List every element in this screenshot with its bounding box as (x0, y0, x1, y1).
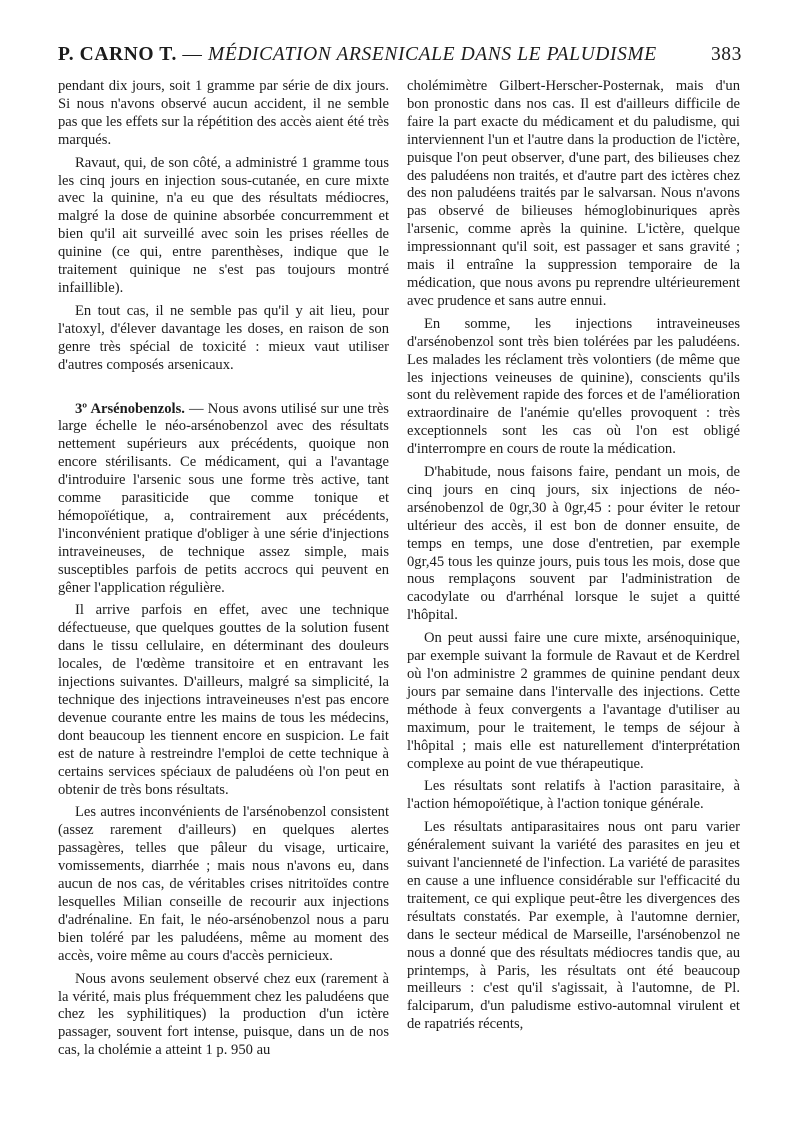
header-author: P. CARNO T. (58, 44, 177, 65)
page-number: 383 (710, 44, 742, 65)
section-heading: 3º Arsénobenzols. (75, 400, 185, 417)
paragraph: Ravaut, qui, de son côté, a administré 1 gramme tous les cinq jours en injection sous-cutanée, en cure mixte avec la quinine, n'a eu que des résultats médiocres, malgré la dose de quinine absorbée concurremment et bien qu'il ait surveillé avec soin les prises réelles de quinine (ce qui, entre parenthèses, indique que le traitement quinique ne s'est pas toujours montré infaillible). (58, 154, 389, 296)
paragraph: En somme, les injections intraveineuses d'arsénobenzol sont très bien tolérées par les paludéens. Les malades les réclament très volontiers (de même que les injections veineuses de quinine), conscients qu'ils sont du relèvement rapide des forces et de l'amélioration extraordinaire de l'anémie qu'elles provoquent : très exceptionnels sont les cas où l'on est obligé d'interrompre en cours de route la médication. (407, 315, 740, 458)
section-text: — Nous avons utilisé sur une très large échelle le néo-arsénobenzol avec des résultats nettement supérieurs aux précédents, quoique non encore stérilisants. Ce médicament, qui a l'avantage d'introduire l'arsenic sous une forme très active, tant comme parasiticide que comme tonique et hémopoïétique, a, contrairement aux précédents, l'inconvénient pratique d'obliger à une série d'injections intraveineuses, de technique assez simple, mais susceptibles parfois de petits accrocs qui peuvent en gêner l'application régulière. (58, 400, 389, 596)
paragraph: Il arrive parfois en effet, avec une technique défectueuse, que quelques gouttes de la solution fusent dans le tissu cellulaire, en déterminant des douleurs locales, de l'œdème transitoire et en entravant les injections suivantes. D'ailleurs, malgré sa simplicité, la technique des injections intraveineuses n'est pas encore devenue courante entre les mains de tous les médecins, dont beaucoup les tiennent encore en suspicion. Le fait est de nature à restreindre l'emploi de cette technique à certains services spéciaux de paludéens où l'on peut en obtenir de très bons résultats. (58, 602, 389, 798)
paragraph: Les résultats antiparasitaires nous ont paru varier généralement suivant la variété des parasites en jeu et suivant l'ancienneté de l'infection. La variété de parasites en cause a une influence considérable sur l'efficacité du traitement, ce qui explique peut-être les divergences des résultats constatés. Par exemple, à l'automne dernier, dans le secteur médical de Marseille, l'arsénobenzol ne nous a donné que des résultats médiocres tandis que, au printemps, à Paris, les résultats ont été beaucoup meilleurs : c'est qu'il s'agissait, à l'automne, de Pl. falciparum, d'un paludisme estivo-automnal virulent et de rapatriés récents, (407, 819, 740, 1033)
paragraph: Nous avons seulement observé chez eux (rarement à la vérité, mais plus fréquemment chez les paludéens que chez les syphilitiques) la production d'un ictère passager, souvent fort intense, puisque, dans un de nos cas, la cholémie a atteint 1 p. 950 au (58, 970, 389, 1059)
paragraph: pendant dix jours, soit 1 gramme par série de dix jours. Si nous n'avons observé aucun accident, il ne semble pas que les effets sur la répétition des accès aient été très marqués. (58, 78, 389, 148)
paragraph: On peut aussi faire une cure mixte, arsénoquinique, par exemple suivant la formule de Ravaut et de Kerdrel où l'on administre 2 grammes de quinine pendant deux jours par semaine dans l'intervalle des injections. Cette méthode à feux convergents a l'avantage d'utiliser au maximum, pour le traitement, le temps de séjour à l'hôpital ; mais elle est naturellement d'interprétation complexe au point de vue thérapeutique. (407, 630, 740, 772)
section-paragraph (58, 401, 389, 598)
paragraph: Les résultats sont relatifs à l'action parasitaire, à l'action hémopoïétique, à l'action tonique générale. (407, 778, 740, 813)
running-header (58, 44, 742, 74)
paragraph: cholémimètre Gilbert-Herscher-Posternak, mais d'un bon pronostic dans nos cas. Il est d'ailleurs difficile de faire la part exacte du médicament et du paludisme, qui interviennent l'un et l'autre dans la production de l'ictère, puisque l'on peut observer, d'une part, des bilieuses chez des paludéens non traités, et d'autre part des ictères chez des non paludéens traités par le salvarsan. Nous n'avons pas observé de bilieuses hémoglobinuriques après l'arsenic, comme après la quinine. L'ictère, quelque impressionnant qu'il soit, est passager et sans gravité ; mais il entraîne la suppression temporaire de la médication, que nous avons pu reprendre ultérieurement avec prudence et sans autre ennui. (407, 78, 740, 309)
paragraph: En tout cas, il ne semble pas qu'il y ait lieu, pour l'atoxyl, d'élever davantage les doses, en raison de son genre très spécial de toxicité : mieux vaut utiliser d'autres composés arsenicaux. (58, 302, 389, 373)
paragraph: D'habitude, nous faisons faire, pendant un mois, de cinq jours en cinq jours, six injections de néo-arsénobenzol de 0gr,30 à 0gr,45 : pour éviter le retour ultérieur des accès, il est bon de donner ensuite, de temps en temps, une dose d'entretien, par exemple 0gr,45 tous les quinze jours, puis tous les mois, dose que nous remplaçons souvent par l'administration de cacodylate ou d'arrhénal lorsque le sujet a quitté l'hôpital. (407, 464, 740, 624)
left-column (58, 78, 389, 1065)
right-column (407, 78, 740, 1039)
paragraph: Les autres inconvénients de l'arsénobenzol consistent (assez rarement d'ailleurs) en quelques alertes passagères, telles que pâleur du visage, urticaire, vomissements, diarrhée ; mais nous n'avons eu, dans aucun de nos cas, de véritables crises nitritoïdes contre lesquelles Milian conseille de recourir aux injections d'adrénaline. En fait, le néo-arsénobenzol nous a paru bien toléré par les paludéens, même au moment des accès, voire même au cours d'accès pernicieux. (58, 804, 389, 964)
header-title: MÉDICATION ARSENICALE DANS LE PALUDISME (208, 44, 657, 65)
header-dash: — (176, 44, 208, 65)
